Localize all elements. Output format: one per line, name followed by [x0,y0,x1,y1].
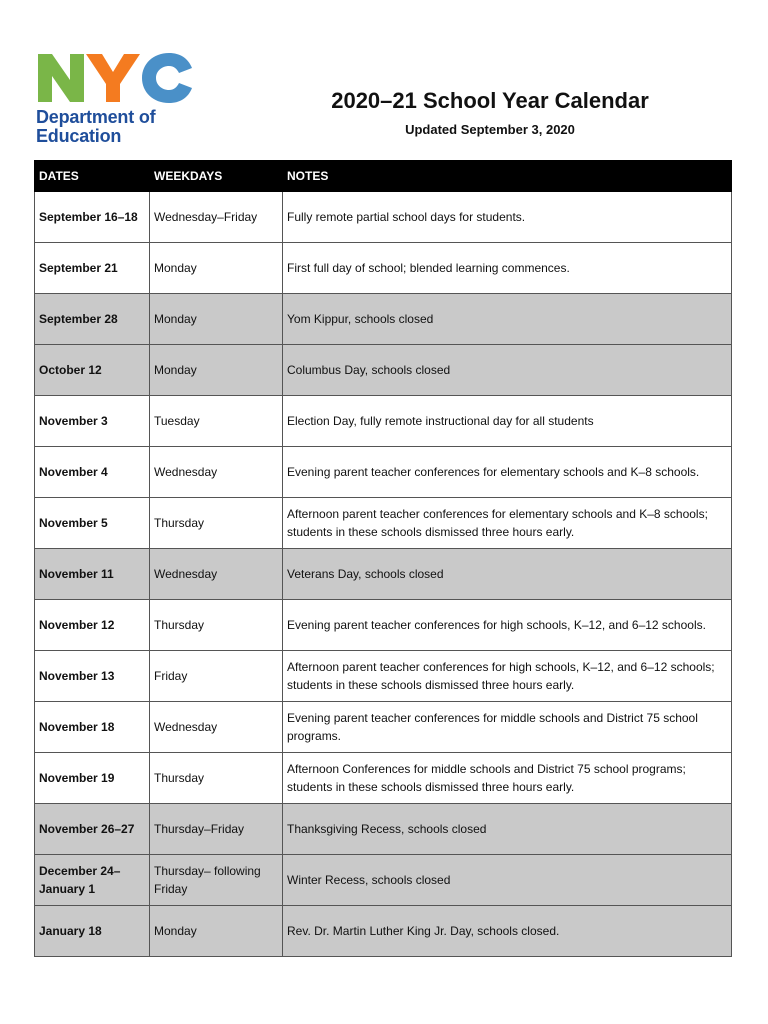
notes-cell: Rev. Dr. Martin Luther King Jr. Day, schools closed. [283,906,732,957]
weekday-cell: Wednesday [150,549,283,600]
notes-cell: Afternoon parent teacher conferences for elementary schools and K–8 schools; students in these schools dismissed three hours early. [283,498,732,549]
table-row [35,804,732,855]
logo-letter-n [38,54,84,102]
date-cell: November 13 [35,651,150,702]
date-cell: November 19 [35,753,150,804]
table-row [35,243,732,294]
weekday-cell: Monday [150,906,283,957]
weekday-cell: Thursday [150,753,283,804]
notes-cell: Afternoon Conferences for middle schools and District 75 school programs; students in these schools dismissed three hours early. [283,753,732,804]
table-row [35,855,732,906]
weekday-cell: Thursday [150,498,283,549]
column-header-notes: NOTES [283,161,732,192]
table-row [35,498,732,549]
date-cell: December 24– January 1 [35,855,150,906]
date-cell: November 11 [35,549,150,600]
notes-cell: Thanksgiving Recess, schools closed [283,804,732,855]
column-header-weekdays: WEEKDAYS [150,161,283,192]
date-cell: November 5 [35,498,150,549]
nyc-doe-logo [36,50,196,146]
notes-cell: Yom Kippur, schools closed [283,294,732,345]
notes-cell: Evening parent teacher conferences for high schools, K–12, and 6–12 schools. [283,600,732,651]
date-cell: January 18 [35,906,150,957]
table-header-row [35,161,732,192]
notes-cell: Winter Recess, schools closed [283,855,732,906]
table-row [35,396,732,447]
notes-cell: Evening parent teacher conferences for elementary schools and K–8 schools. [283,447,732,498]
weekday-cell: Wednesday [150,447,283,498]
date-cell: November 18 [35,702,150,753]
nyc-logo-mark [36,50,194,104]
column-header-dates: DATES [35,161,150,192]
weekday-cell: Monday [150,294,283,345]
logo-letter-c [142,53,192,103]
date-cell: October 12 [35,345,150,396]
table-row [35,549,732,600]
weekday-cell: Friday [150,651,283,702]
table-row [35,294,732,345]
table-row [35,753,732,804]
notes-cell: Election Day, fully remote instructional day for all students [283,396,732,447]
date-cell: September 21 [35,243,150,294]
notes-cell: Evening parent teacher conferences for middle schools and District 75 school programs. [283,702,732,753]
table-row [35,906,732,957]
weekday-cell: Thursday–Friday [150,804,283,855]
notes-cell: Fully remote partial school days for students. [283,192,732,243]
logo-line-education: Education [36,126,122,146]
page-title: 2020–21 School Year Calendar [331,88,649,113]
page-subtitle: Updated September 3, 2020 [405,122,575,137]
table-row [35,600,732,651]
table-row [35,702,732,753]
notes-cell: Afternoon parent teacher conferences for high schools, K–12, and 6–12 schools; students in these schools dismissed three hours early. [283,651,732,702]
weekday-cell: Wednesday–Friday [150,192,283,243]
weekday-cell: Tuesday [150,396,283,447]
table-row [35,651,732,702]
date-cell: November 26–27 [35,804,150,855]
date-cell: November 12 [35,600,150,651]
table-row [35,345,732,396]
notes-cell: Columbus Day, schools closed [283,345,732,396]
notes-cell: First full day of school; blended learning commences. [283,243,732,294]
notes-cell: Veterans Day, schools closed [283,549,732,600]
logo-line-department: Department of [36,107,156,127]
weekday-cell: Wednesday [150,702,283,753]
weekday-cell: Thursday– following Friday [150,855,283,906]
logo-letter-y [86,54,140,102]
weekday-cell: Monday [150,243,283,294]
table-body [35,192,732,957]
weekday-cell: Thursday [150,600,283,651]
calendar-table [34,160,732,957]
date-cell: November 4 [35,447,150,498]
table-row [35,447,732,498]
date-cell: November 3 [35,396,150,447]
date-cell: September 16–18 [35,192,150,243]
date-cell: September 28 [35,294,150,345]
logo-wordmark [36,108,196,146]
table-row [35,192,732,243]
weekday-cell: Monday [150,345,283,396]
